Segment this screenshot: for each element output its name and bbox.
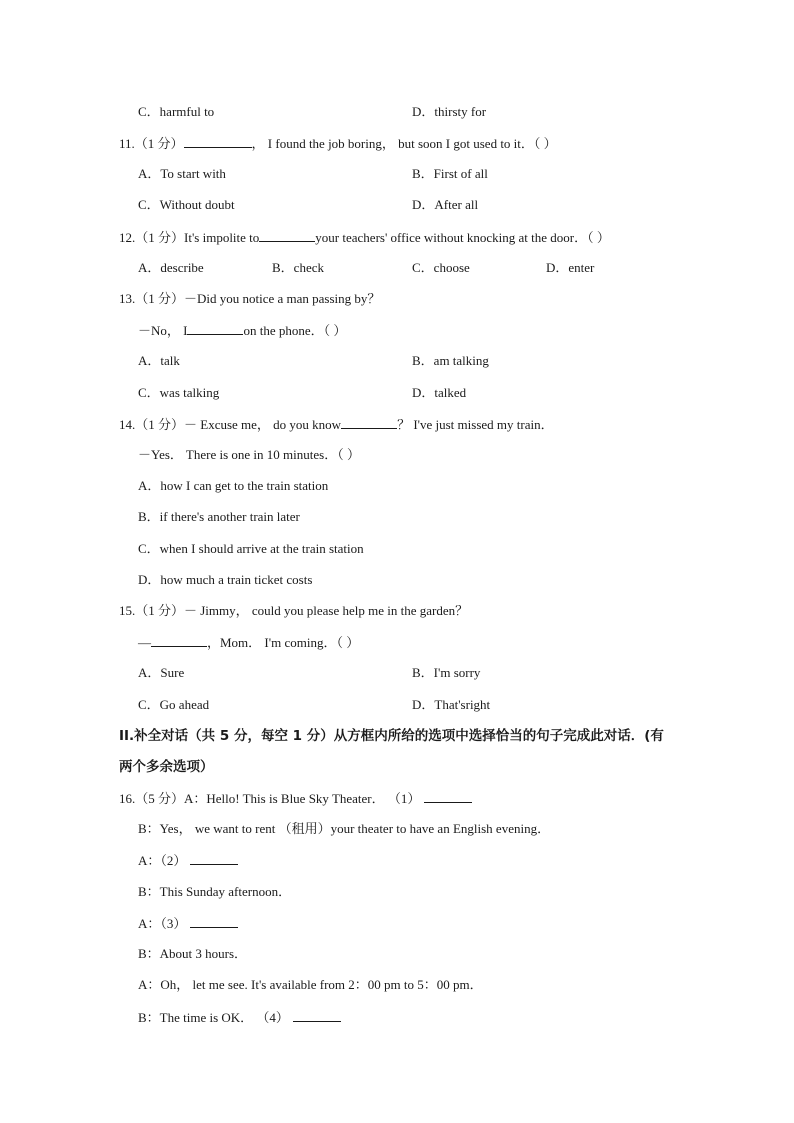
q16-line8: B：The time is OK． （4）: [138, 1010, 289, 1025]
q13-option-d[interactable]: D．talked: [412, 385, 467, 400]
q16-line3: A：（2）: [138, 853, 187, 868]
q12-option-c[interactable]: C．choose: [412, 260, 470, 275]
q16-blank-4[interactable]: [293, 1009, 341, 1022]
q11-prefix: 11.（1 分）: [119, 136, 184, 151]
section-2-heading: II.补全对话（共 5 分，每空 1 分）从方框内所给的选项中选择恰当的句子完成此对话．(有: [119, 728, 664, 744]
q11-text: ， I found the job boring， but soon I got used to it．（ ）: [251, 136, 557, 151]
q16-dialogue-a2: [138, 852, 238, 869]
q16-blank-2[interactable]: [190, 852, 238, 865]
q13-response-post: on the phone．（ ）: [243, 323, 347, 338]
q14-option-c[interactable]: C．when I should arrive at the train station: [138, 541, 364, 556]
q15-blank[interactable]: [151, 634, 207, 647]
q16-dialogue-b4: [138, 1009, 341, 1026]
q12-prefix: 12.（1 分）It's impolite to: [119, 230, 260, 245]
q16-line5: A：（3）: [138, 916, 187, 931]
q12-option-b[interactable]: B．check: [272, 260, 324, 275]
question-15: 15.（1 分）－ Jimmy， could you please help me in the garden？: [119, 603, 469, 618]
q13-blank[interactable]: [187, 322, 243, 335]
q15-option-c[interactable]: C．Go ahead: [138, 697, 210, 712]
q16-dialogue-a3: [138, 915, 238, 932]
q13-option-b[interactable]: B．am talking: [412, 353, 489, 368]
q16-dialogue-b2: B：This Sunday afternoon．: [138, 884, 292, 899]
q12-blank[interactable]: [259, 229, 315, 242]
q11-blank[interactable]: [184, 135, 252, 148]
q16-dialogue-b3: B：About 3 hours．: [138, 946, 248, 961]
q10-option-d[interactable]: D．thirsty for: [412, 104, 487, 119]
q12-option-d[interactable]: D．enter: [546, 260, 595, 275]
q11-option-c[interactable]: C．Without doubt: [138, 197, 235, 212]
q14-line1-pre: 14.（1 分）－ Excuse me， do you know: [119, 417, 342, 432]
q15-response: [138, 634, 359, 651]
q13-response: [138, 322, 346, 339]
q14-line1-post: ？ I've just missed my train．: [397, 417, 554, 432]
q16-line1: 16.（5 分）A：Hello! This is Blue Sky Theater． （1）: [119, 791, 421, 806]
q13-option-a[interactable]: A．talk: [138, 353, 180, 368]
q16-dialogue-b1: B：Yes， we want to rent （租用）your theater to have an English evening．: [138, 821, 551, 836]
q11-option-d[interactable]: D．After all: [412, 197, 479, 212]
q14-option-d[interactable]: D．how much a train ticket costs: [138, 572, 313, 587]
q14-blank[interactable]: [341, 416, 397, 429]
question-16: [119, 790, 472, 807]
q15-response-post: ，Mom． I'm coming．（ ）: [207, 635, 360, 650]
q14-response: －Yes． There is one in 10 minutes．（ ）: [138, 447, 360, 462]
q12-text: your teachers' office without knocking at the door．（ ）: [315, 230, 610, 245]
question-13: 13.（1 分）－Did you notice a man passing by？: [119, 291, 381, 306]
q11-option-a[interactable]: A．To start with: [138, 166, 226, 181]
q16-blank-3[interactable]: [190, 915, 238, 928]
section-2-heading-cont: 两个多余选项）: [119, 759, 214, 775]
q13-response-pre: －No， I: [138, 323, 188, 338]
q15-option-d[interactable]: D．That'sright: [412, 697, 491, 712]
question-14: [119, 416, 554, 433]
q15-option-a[interactable]: A．Sure: [138, 665, 185, 680]
q15-response-pre: —: [138, 635, 151, 650]
q14-option-b[interactable]: B．if there's another train later: [138, 509, 300, 524]
q12-option-a[interactable]: A．describe: [138, 260, 204, 275]
q16-blank-1[interactable]: [424, 790, 472, 803]
question-12: [119, 229, 610, 246]
q10-option-c[interactable]: C．harmful to: [138, 104, 215, 119]
q13-option-c[interactable]: C．was talking: [138, 385, 220, 400]
q16-dialogue-a4: A：Oh， let me see. It's available from 2：00 pm to 5：00 pm．: [138, 977, 483, 992]
q14-option-a[interactable]: A．how I can get to the train station: [138, 478, 329, 493]
q11-option-b[interactable]: B．First of all: [412, 166, 488, 181]
q15-option-b[interactable]: B．I'm sorry: [412, 665, 481, 680]
question-11: [119, 135, 557, 152]
